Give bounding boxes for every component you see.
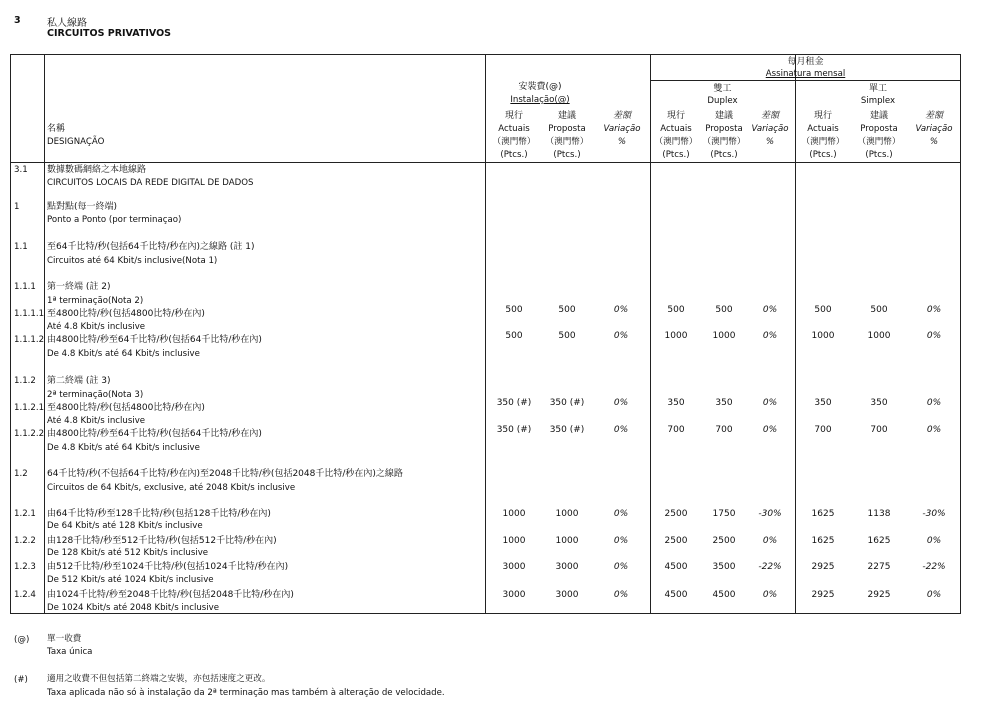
cell-simplex-current: 700 — [814, 425, 832, 435]
row-label-pt: Até 4.8 Kbit/s inclusive — [47, 416, 146, 426]
cell-simplex-current: 1000 — [811, 331, 835, 341]
row-label-pt: Até 4.8 Kbit/s inclusive — [47, 322, 146, 332]
cell-install-variation: 0% — [613, 536, 629, 546]
row-number: 1.1.2.2 — [14, 429, 45, 439]
cell-simplex-proposed: 700 — [870, 425, 888, 435]
col-duplex-pt: Duplex — [707, 96, 738, 106]
row-label-pt: De 512 Kbit/s até 1024 Kbit/s inclusive — [47, 575, 214, 585]
cell-install-variation: 0% — [613, 398, 629, 408]
row-number: 1.1.2.1 — [14, 403, 45, 413]
col-simplex-current-zh: 現行 — [813, 111, 832, 121]
col-simplex-proposed-zh: 建議 — [869, 111, 888, 121]
row-number: 1.1 — [14, 242, 28, 252]
cell-simplex-current: 2925 — [811, 590, 835, 600]
row-number: 1.1.1 — [14, 282, 36, 292]
col-duplex-proposed-unit: (Ptcs.) — [710, 150, 738, 160]
cell-simplex-proposed: 1138 — [867, 509, 891, 519]
cell-duplex-current: 2500 — [664, 509, 688, 519]
cell-install-variation: 0% — [613, 562, 629, 572]
row-label-zh: 由128千比特/秒至512千比特/秒(包括512千比特/秒在內) — [47, 536, 277, 546]
cell-duplex-variation: -30% — [758, 509, 782, 519]
cell-duplex-proposed: 700 — [715, 425, 733, 435]
col-install-current-pt: Actuais — [498, 124, 530, 134]
cell-install-proposed: 500 — [558, 305, 576, 315]
row-label-pt: Circuitos até 64 Kbit/s inclusive(Nota 1) — [47, 256, 218, 266]
col-duplex-zh: 雙工 — [713, 84, 732, 94]
col-simplex-current-unit: (Ptcs.) — [809, 150, 837, 160]
col-duplex-current-currency: （澳門幣） — [654, 137, 698, 147]
cell-simplex-proposed: 350 — [870, 398, 888, 408]
cell-simplex-proposed: 1625 — [867, 536, 891, 546]
row-number: 1.1.1.1 — [14, 309, 45, 319]
row-label-zh: 至4800比特/秒(包括4800比特/秒在內) — [47, 403, 205, 413]
col-duplex-proposed-currency: （澳門幣） — [702, 137, 746, 147]
cell-duplex-proposed: 350 — [715, 398, 733, 408]
cell-duplex-current: 500 — [667, 305, 685, 315]
cell-simplex-variation: 0% — [926, 425, 942, 435]
cell-install-variation: 0% — [613, 331, 629, 341]
cell-install-current: 350 (#) — [496, 425, 532, 435]
cell-duplex-proposed: 2500 — [712, 536, 736, 546]
row-number: 1.2.3 — [14, 562, 36, 572]
col-duplex-variation-pt: Variação — [751, 124, 789, 134]
row-label-pt: Ponto a Ponto (por terminaçao) — [47, 215, 182, 225]
col-install-proposed-zh: 建議 — [557, 111, 576, 121]
col-install-variation-pct: % — [617, 137, 627, 147]
cell-simplex-variation: 0% — [926, 331, 942, 341]
row-label-pt: De 1024 Kbit/s até 2048 Kbit/s inclusive — [47, 603, 220, 613]
cell-duplex-variation: -22% — [758, 562, 782, 572]
col-name-pt: DESIGNAÇÃO — [47, 137, 105, 147]
cell-duplex-variation: 0% — [762, 536, 778, 546]
cell-duplex-proposed: 1000 — [712, 331, 736, 341]
col-duplex-variation-pct: % — [765, 137, 775, 147]
cell-duplex-proposed: 4500 — [712, 590, 736, 600]
col-duplex-current-pt: Actuais — [660, 124, 692, 134]
col-install-pt: Instalação(@) — [510, 95, 570, 105]
cell-duplex-variation: 0% — [762, 398, 778, 408]
header-divider — [10, 162, 961, 163]
header-divider — [650, 80, 961, 81]
row-number: 1.2.2 — [14, 536, 36, 546]
cell-install-proposed: 1000 — [555, 536, 579, 546]
cell-install-proposed: 3000 — [555, 590, 579, 600]
row-label-zh: 由1024千比特/秒至2048千比特/秒(包括2048千比特/秒在內) — [47, 590, 294, 600]
row-number: 3.1 — [14, 165, 28, 175]
col-install-variation-pt: Variação — [603, 124, 641, 134]
cell-duplex-variation: 0% — [762, 305, 778, 315]
cell-duplex-current: 4500 — [664, 590, 688, 600]
cell-install-variation: 0% — [613, 590, 629, 600]
cell-duplex-current: 1000 — [664, 331, 688, 341]
col-simplex-variation-pct: % — [929, 137, 939, 147]
cell-simplex-variation: 0% — [926, 590, 942, 600]
cell-simplex-current: 2925 — [811, 562, 835, 572]
row-label-pt: De 64 Kbit/s até 128 Kbit/s inclusive — [47, 521, 203, 531]
row-number: 1.2 — [14, 469, 28, 479]
footnote-text-pt: Taxa única — [47, 647, 93, 657]
cell-simplex-variation: -22% — [922, 562, 946, 572]
cell-install-variation: 0% — [613, 305, 629, 315]
col-monthly-zh: 每月租金 — [787, 57, 824, 67]
row-label-zh: 第一終端 (註 2) — [47, 282, 111, 292]
row-number: 1 — [14, 202, 20, 212]
row-label-pt: De 128 Kbit/s até 512 Kbit/s inclusive — [47, 548, 209, 558]
col-install-zh: 安裝費(@) — [518, 82, 562, 92]
cell-install-variation: 0% — [613, 425, 629, 435]
col-duplex-proposed-zh: 建議 — [714, 111, 733, 121]
cell-simplex-proposed: 500 — [870, 305, 888, 315]
row-label-pt: Circuitos de 64 Kbit/s, exclusive, até 2048 Kbit/s inclusive — [47, 483, 296, 493]
col-simplex-proposed-pt: Proposta — [860, 124, 898, 134]
row-label-zh: 至4800比特/秒(包括4800比特/秒在內) — [47, 309, 205, 319]
row-number: 1.2.1 — [14, 509, 36, 519]
row-number: 1.1.2 — [14, 376, 36, 386]
row-label-pt: CIRCUITOS LOCAIS DA REDE DIGITAL DE DADOS — [47, 178, 254, 188]
section-title-pt: CIRCUITOS PRIVATIVOS — [47, 28, 172, 39]
col-install-variation-zh: 差額 — [612, 111, 631, 121]
col-duplex-current-unit: (Ptcs.) — [662, 150, 690, 160]
col-simplex-current-currency: （澳門幣） — [801, 137, 845, 147]
row-label-zh: 由4800比特/秒至64千比特/秒(包括64千比特/秒在內) — [47, 429, 262, 439]
col-simplex-proposed-unit: (Ptcs.) — [865, 150, 893, 160]
col-simplex-variation-pt: Variação — [915, 124, 953, 134]
row-label-zh: 點對點(每一終端) — [47, 202, 118, 212]
footnote-text-zh: 單一收費 — [47, 634, 82, 644]
cell-simplex-variation: -30% — [922, 509, 946, 519]
row-label-pt: 2ª terminação(Nota 3) — [47, 390, 144, 400]
row-label-pt: 1ª terminação(Nota 2) — [47, 296, 144, 306]
row-label-pt: De 4.8 Kbit/s até 64 Kbit/s inclusive — [47, 443, 200, 453]
cell-install-current: 500 — [505, 331, 523, 341]
col-simplex-pt: Simplex — [860, 96, 896, 106]
cell-install-current: 3000 — [502, 562, 526, 572]
cell-duplex-current: 350 — [667, 398, 685, 408]
cell-install-proposed: 3000 — [555, 562, 579, 572]
cell-install-proposed: 350 (#) — [549, 398, 585, 408]
col-install-proposed-currency: （澳門幣） — [545, 137, 589, 147]
cell-install-current: 1000 — [502, 509, 526, 519]
row-label-zh: 由512千比特/秒至1024千比特/秒(包括1024千比特/秒在內) — [47, 562, 289, 572]
footnote-text-pt: Taxa aplicada não só à instalação da 2ª terminação mas também à alteração de velocidade. — [47, 688, 445, 698]
cell-duplex-current: 4500 — [664, 562, 688, 572]
cell-duplex-variation: 0% — [762, 590, 778, 600]
col-install-current-zh: 現行 — [504, 111, 523, 121]
row-label-zh: 由4800比特/秒至64千比特/秒(包括64千比特/秒在內) — [47, 335, 262, 345]
row-label-zh: 由64千比特/秒至128千比特/秒(包括128千比特/秒在內) — [47, 509, 271, 519]
row-number: 1.2.4 — [14, 590, 36, 600]
col-install-current-currency: （澳門幣） — [492, 137, 536, 147]
cell-duplex-current: 700 — [667, 425, 685, 435]
cell-duplex-proposed: 3500 — [712, 562, 736, 572]
col-monthly-pt: Assinatura mensal — [765, 69, 846, 79]
cell-simplex-variation: 0% — [926, 305, 942, 315]
cell-install-proposed: 500 — [558, 331, 576, 341]
row-label-zh: 64千比特/秒(不包括64千比特/秒在內)至2048千比特/秒(包括2048千比特/秒在內)之線路 — [47, 469, 403, 479]
row-label-zh: 至64千比特/秒(包括64千比特/秒在內)之線路 (註 1) — [47, 242, 255, 252]
cell-simplex-variation: 0% — [926, 398, 942, 408]
col-simplex-zh: 單工 — [868, 84, 887, 94]
col-simplex-variation-zh: 差額 — [924, 111, 943, 121]
cell-simplex-proposed: 1000 — [867, 331, 891, 341]
col-simplex-proposed-currency: （澳門幣） — [857, 137, 901, 147]
cell-duplex-variation: 0% — [762, 331, 778, 341]
row-label-pt: De 4.8 Kbit/s até 64 Kbit/s inclusive — [47, 349, 200, 359]
cell-duplex-proposed: 1750 — [712, 509, 736, 519]
cell-simplex-current: 350 — [814, 398, 832, 408]
cell-simplex-variation: 0% — [926, 536, 942, 546]
cell-simplex-current: 1625 — [811, 536, 835, 546]
footnote-mark: (@) — [14, 635, 30, 645]
col-install-proposed-unit: (Ptcs.) — [553, 150, 581, 160]
cell-simplex-proposed: 2275 — [867, 562, 891, 572]
col-simplex-current-pt: Actuais — [807, 124, 839, 134]
divider — [44, 54, 45, 614]
col-duplex-variation-zh: 差額 — [760, 111, 779, 121]
cell-install-proposed: 1000 — [555, 509, 579, 519]
cell-duplex-variation: 0% — [762, 425, 778, 435]
footnote-text-zh: 適用之收費不但包括第二終端之安裝，亦包括速度之更改。 — [47, 674, 271, 684]
cell-simplex-current: 500 — [814, 305, 832, 315]
col-install-proposed-pt: Proposta — [548, 124, 586, 134]
cell-install-current: 1000 — [502, 536, 526, 546]
section-title-zh: 私人線路 — [47, 18, 87, 29]
footnote-mark: (#) — [14, 675, 28, 685]
cell-simplex-proposed: 2925 — [867, 590, 891, 600]
cell-duplex-current: 2500 — [664, 536, 688, 546]
col-duplex-current-zh: 現行 — [666, 111, 685, 121]
col-install-current-unit: (Ptcs.) — [500, 150, 528, 160]
col-name-zh: 名稱 — [47, 124, 66, 134]
cell-simplex-current: 1625 — [811, 509, 835, 519]
cell-install-current: 500 — [505, 305, 523, 315]
row-label-zh: 數據數碼網絡之本地線路 — [47, 165, 147, 175]
row-number: 1.1.1.2 — [14, 335, 45, 345]
section-number: 3 — [14, 15, 21, 26]
col-duplex-proposed-pt: Proposta — [705, 124, 743, 134]
cell-install-current: 350 (#) — [496, 398, 532, 408]
cell-duplex-proposed: 500 — [715, 305, 733, 315]
row-label-zh: 第二終端 (註 3) — [47, 376, 111, 386]
cell-install-current: 3000 — [502, 590, 526, 600]
cell-install-variation: 0% — [613, 509, 629, 519]
cell-install-proposed: 350 (#) — [549, 425, 585, 435]
